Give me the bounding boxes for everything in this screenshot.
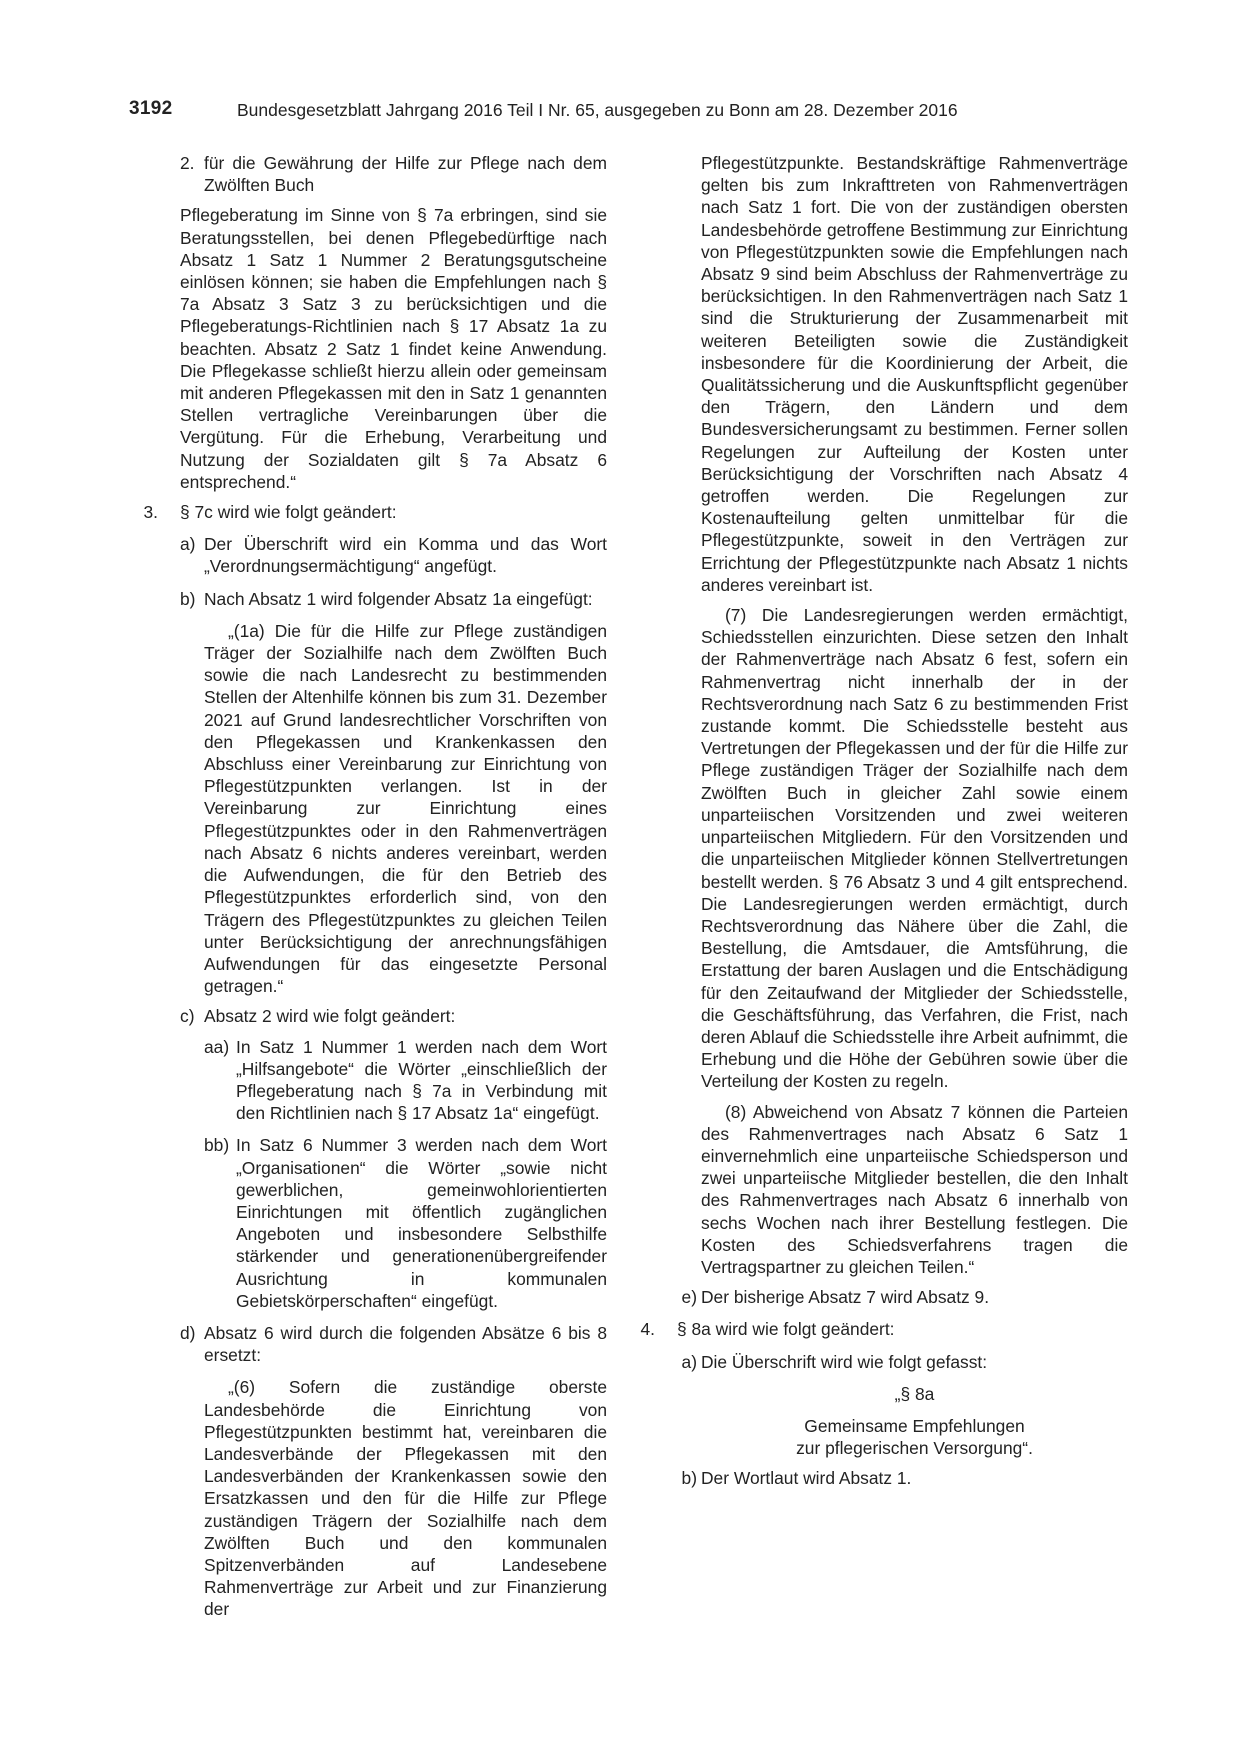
paragraph-continuation: Pflegestützpunkte. Bestandskräftige Rahmenverträge gelten bis zum Inkrafttreten von Rahmenverträgen nach Satz 1 fort. Die von der zuständigen obersten Landesbehörde getroffene Bestimmung zur Einrichtung von Pflegestützpunkten sowie die Empfehlungen nach Absatz 9 sind beim Abschluss der Rahmenverträge zu berücksichtigen. In den Rahmenverträgen nach Satz 1 sind die Strukturierung der Zusammenarbeit mit weiteren Beteiligten sowie die Zuständigkeit insbesondere für die Koordinierung der Arbeit, die Qualitätssicherung und die Auskunftspflicht gegenüber den Trägern, den Ländern und dem Bundesversicherungsamt zu bestimmen. Ferner sollen Regelungen zur Aufteilung der Kosten unter Berücksichtigung der Vorschriften nach Absatz 4 getroffen werden. Die Regelungen zur Kostenaufteilung gelten unmittelbar für die Pflegestützpunkte, soweit in den Verträgen zur Errichtung der Pflegestützpunkte nach Absatz 1 nichts anderes vereinbart ist. xyxy=(701,153,1128,595)
item-label: e) xyxy=(681,1287,697,1308)
item-label: 2. xyxy=(180,153,195,173)
item-label: d) xyxy=(180,1322,196,1343)
sub-sub-item-aa xyxy=(180,1036,607,1125)
item-label: aa) xyxy=(204,1036,230,1057)
list-item-2 xyxy=(180,152,607,196)
list-item-3 xyxy=(143,501,607,523)
item-label: a) xyxy=(681,1351,697,1372)
item-label: 3. xyxy=(143,502,158,523)
item-label: 4. xyxy=(640,1319,655,1340)
section-heading-line-1: Gemeinsame Empfehlungen xyxy=(804,1415,1025,1436)
item-text: Der Überschrift wird ein Komma und das Wort „Verordnungsermächtigung“ angefügt. xyxy=(204,534,607,577)
item-label: b) xyxy=(681,1468,697,1489)
section-heading-number: „§ 8a xyxy=(894,1383,935,1404)
item-text: Der Wortlaut wird Absatz 1. xyxy=(701,1468,912,1489)
item-text: § 8a wird wie folgt geändert: xyxy=(677,1319,895,1340)
sub-item-a xyxy=(681,1351,1128,1373)
page-number: 3192 xyxy=(129,98,173,119)
item-text: In Satz 6 Nummer 3 werden nach dem Wort „Organisationen“ die Wörter „sowie nicht gewerblichen, gemeinwohlorientierten Einrichtungen mit öffentlich zugänglichen Angeboten und insbesondere Selbsthilfe stärkender und generationenübergreifender Ausrichtung in kommunalen Gebietskörperschaften“ eingefügt. xyxy=(236,1135,607,1311)
item-text: Absatz 2 wird wie folgt geändert: xyxy=(204,1006,456,1027)
paragraph-8: (8) Abweichend von Absatz 7 können die Parteien des Rahmenvertrages nach Absatz 6 Satz 1 einvernehmlich eine unparteiische Schiedsperson und zwei unparteiische Mitglieder bestellen, die den Inhalt des Rahmenvertrages nach Absatz 6 innerhalb von sechs Wochen nach ihrer Bestellung festlegen. Die Kosten des Schiedsverfahrens tragen die Vertragspartner zu gleichen Teilen.“ xyxy=(701,1101,1128,1277)
sub-item-b xyxy=(681,1467,1128,1489)
section-heading-line-2: zur pflegerischen Versorgung“. xyxy=(796,1438,1033,1459)
sub-item-e xyxy=(681,1286,1128,1308)
item-label: a) xyxy=(180,534,196,555)
paragraph-7: (7) Die Landesregierungen werden ermächtigt, Schiedsstellen einzurichten. Diese setzen den Inhalt der Rahmenverträge nach Absatz 6 fest, sofern ein Rahmenvertrag nicht innerhalb der in der Rechtsverordnung nach Satz 6 zu bestimmenden Frist zustande kommt. Die Schiedsstelle besteht aus Vertretungen der Pflegekassen und der für die Hilfe zur Pflege zuständigen Träger der Sozialhilfe nach dem Zwölften Buch in gleicher Zahl sowie einem unparteiischen Vorsitzenden und zwei weiteren unparteiischen Mitgliedern. Für den Vorsitzenden und die unparteiischen Mitglieder können Stellvertretungen bestellt werden. § 76 Absatz 3 und 4 gilt entsprechend. Die Landesregierungen werden ermächtigt, durch Rechtsverordnung das Nähere über die Zahl, die Bestellung, die Amtsdauer, die Amtsführung, die Erstattung der baren Auslagen und die Entschädigung für den Zeitaufwand der Mitglieder der Schiedsstelle, die Geschäftsführung, das Verfahren, die Frist, nach deren Ablauf die Schiedsstelle ihre Arbeit aufnimmt, die Erhebung und die Höhe der Gebühren sowie über die Verteilung der Kosten zu regeln. xyxy=(701,605,1128,1092)
quoted-paragraph-1a: „(1a) Die für die Hilfe zur Pflege zuständigen Träger der Sozialhilfe nach dem Zwölften Buch sowie die nach Landesrecht zu bestimmenden Stellen der Altenhilfe können bis zum 31. Dezember 2021 auf Grund landesrechtlicher Vorschriften von den Pflegekassen und Krankenkassen den Abschluss einer Vereinbarung zur Einrichtung von Pflegestützpunkten verlangen. Ist in der Vereinbarung zur Einrichtung eines Pflegestützpunktes oder in den Rahmenverträgen nach Absatz 6 nichts anderes vereinbart, werden die Aufwendungen, die für den Betrieb des Pflegestützpunktes erforderlich sind, von den Trägern des Pflegestützpunktes zu gleichen Teilen unter Berücksichtigung der anrechnungsfähigen Aufwendungen für das eingesetzte Personal getragen.“ xyxy=(204,620,607,997)
item-text: Absatz 6 wird durch die folgenden Absätze 6 bis 8 ersetzt: xyxy=(204,1322,607,1366)
paragraph: Pflegeberatung im Sinne von § 7a erbringen, sind sie Beratungsstellen, bei denen Pflegebedürftige nach Absatz 1 Satz 1 Nummer 2 Beratungsgutscheine einlösen können; sie haben die Empfehlungen nach § 7a Absatz 3 Satz 3 zu berücksichtigen und die Pflegeberatungs-Richtlinien nach § 17 Absatz 1a zu beachten. Absatz 2 Satz 1 findet keine Anwendung. Die Pflegekasse schließt hierzu allein oder gemeinsam mit anderen Pflegekassen mit den in Satz 1 genannten Stellen vertragliche Vereinbarungen über die Vergütung. Für die Erhebung, Verarbeitung und Nutzung der Sozialdaten gilt § 7a Absatz 6 entsprechend.“ xyxy=(180,205,607,492)
item-text: In Satz 1 Nummer 1 werden nach dem Wort „Hilfsangebote“ die Wörter „einschließlich der Pflegeberatung nach § 7a in Verbindung mit den Richtlinien nach § 17 Absatz 1a“ eingefügt. xyxy=(236,1036,607,1124)
right-column xyxy=(640,152,1128,1490)
item-text: Die Überschrift wird wie folgt gefasst: xyxy=(701,1351,988,1372)
item-label: bb) xyxy=(204,1135,230,1156)
sub-item-c xyxy=(180,1005,607,1027)
sub-sub-item-bb xyxy=(180,1134,607,1312)
sub-item-d xyxy=(180,1322,607,1366)
item-text: Nach Absatz 1 wird folgender Absatz 1a eingefügt: xyxy=(204,588,593,609)
running-header: Bundesgesetzblatt Jahrgang 2016 Teil I Nr. 65, ausgegeben zu Bonn am 28. Dezember 2016 xyxy=(237,100,958,120)
left-column xyxy=(143,152,607,1621)
item-text: für die Gewährung der Hilfe zur Pflege nach dem Zwölften Buch xyxy=(204,153,607,196)
quoted-paragraph-6: „(6) Sofern die zuständige oberste Landesbehörde die Einrichtung von Pflegestützpunkten bestimmt hat, vereinbaren die Landesverbände der Pflegekassen mit den Landesverbänden der Krankenkassen sowie den Ersatzkassen und den für die Hilfe zur Pflege zuständigen Trägern der Sozialhilfe nach dem Zwölften Buch und den kommunalen Spitzenverbänden auf Landesebene Rahmenverträge zur Arbeit und zur Finanzierung der xyxy=(204,1377,607,1620)
item-text: § 7c wird wie folgt geändert: xyxy=(180,502,397,523)
sub-item-b xyxy=(180,588,607,610)
item-label: c) xyxy=(180,1006,195,1027)
item-label: b) xyxy=(180,588,196,609)
list-item-4 xyxy=(640,1318,1128,1340)
sub-item-a xyxy=(180,533,607,577)
item-text: Der bisherige Absatz 7 wird Absatz 9. xyxy=(701,1287,990,1308)
